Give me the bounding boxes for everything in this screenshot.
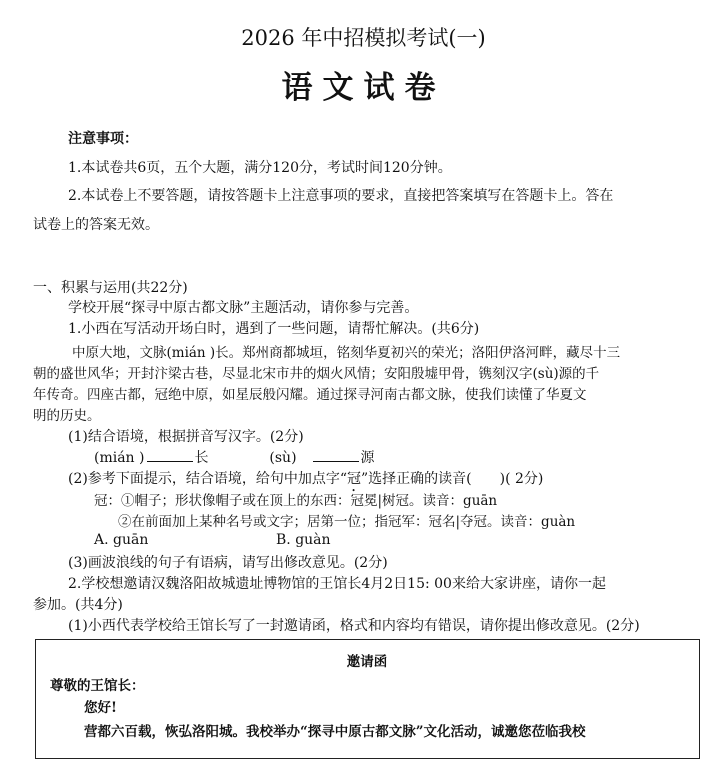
notice-item-2-line-2: 试卷上的答案无效。 [33, 217, 159, 233]
notice-item-1: 1.本试卷共6页，五个大题，满分120分，考试时间120分钟。 [68, 160, 452, 176]
question-1-3: (3)画波浪线的句子有语病，请写出修改意见。(2分) [68, 555, 388, 571]
question-2-line-1: 2.学校想邀请汉魏洛阳故城遗址博物馆的王馆长4月2日15: 00来给大家讲座，请你一起 [68, 576, 606, 592]
passage-line-1: 中原大地，文脉(mián )长。郑州商都城垣，铭刻华夏初兴的荣光；洛阳伊洛河畔，藏尽十三 [72, 345, 621, 361]
letter-body-line-1: 营都六百载，恢弘洛阳城。我校举办“探寻中原古都文脉”文化活动，诚邀您莅临我校 [84, 724, 586, 740]
invitation-letter-box [35, 639, 700, 759]
notice-heading: 注意事项： [68, 131, 138, 147]
answer-blank-1[interactable] [147, 449, 193, 462]
char-2: 源 [360, 450, 375, 466]
exam-title: 2026 年中招模拟考试(一) [241, 26, 486, 50]
guan-definition-2: ②在前面加上某种名号或文字；居第一位；指冠军：冠名|夺冠。读音：guàn [118, 514, 576, 530]
section-1-intro: 学校开展“探寻中原古都文脉”主题活动，请你参与完善。 [68, 300, 419, 316]
section-1-heading: 一、积累与运用(共22分) [33, 280, 188, 296]
pinyin-answer-row [94, 447, 375, 467]
pinyin-2: (sù) [269, 450, 297, 466]
passage-line-3: 年传奇。四座古都，冠绝中原，如星辰般闪耀。通过探寻河南古都文脉，使我们读懂了华夏文 [33, 387, 587, 403]
question-2-line-2: 参加。(共4分) [33, 597, 123, 613]
pinyin-1: (mián ) [94, 450, 145, 466]
option-b: B. guàn [276, 532, 331, 548]
notice-item-2-line-1: 2.本试卷上不要答题，请按答题卡上注意事项的要求，直接把答案填写在答题卡上。答在 [68, 188, 614, 204]
letter-greeting: 您好! [84, 700, 117, 716]
letter-title: 邀请函 [346, 654, 388, 670]
subject-title: 语文试卷 [281, 70, 446, 106]
letter-salutation: 尊敬的王馆长： [50, 678, 145, 694]
passage-line-2: 朝的盛世风华；开封汴梁古巷，尽显北宋市井的烟火风情；安阳殷墟甲骨，镌刻汉字(sù)源的千 [33, 366, 600, 382]
question-1-2-post: ”选择正确的读音( )( 2分) [361, 471, 544, 487]
answer-blank-2[interactable] [313, 449, 359, 462]
question-1-1: (1)结合语境，根据拼音写汉字。(2分) [68, 429, 304, 445]
option-a: A. guān [94, 532, 149, 548]
question-1: 1.小西在写活动开场白时，遇到了一些问题，请帮忙解决。(共6分) [68, 321, 480, 337]
char-1: 长 [194, 450, 209, 466]
guan-definition-1: 冠：①帽子；形状像帽子或在顶上的东西：冠冕|树冠。读音：guān [94, 493, 498, 509]
dotted-char: 冠 [347, 471, 361, 487]
question-1-2-pre: (2)参考下面提示，结合语境，给句中加点字“ [68, 471, 347, 487]
question-2-1: (1)小西代表学校给王馆长写了一封邀请函，格式和内容均有错误，请你提出修改意见。(2分) [68, 618, 640, 634]
passage-line-4: 明的历史。 [33, 408, 101, 424]
